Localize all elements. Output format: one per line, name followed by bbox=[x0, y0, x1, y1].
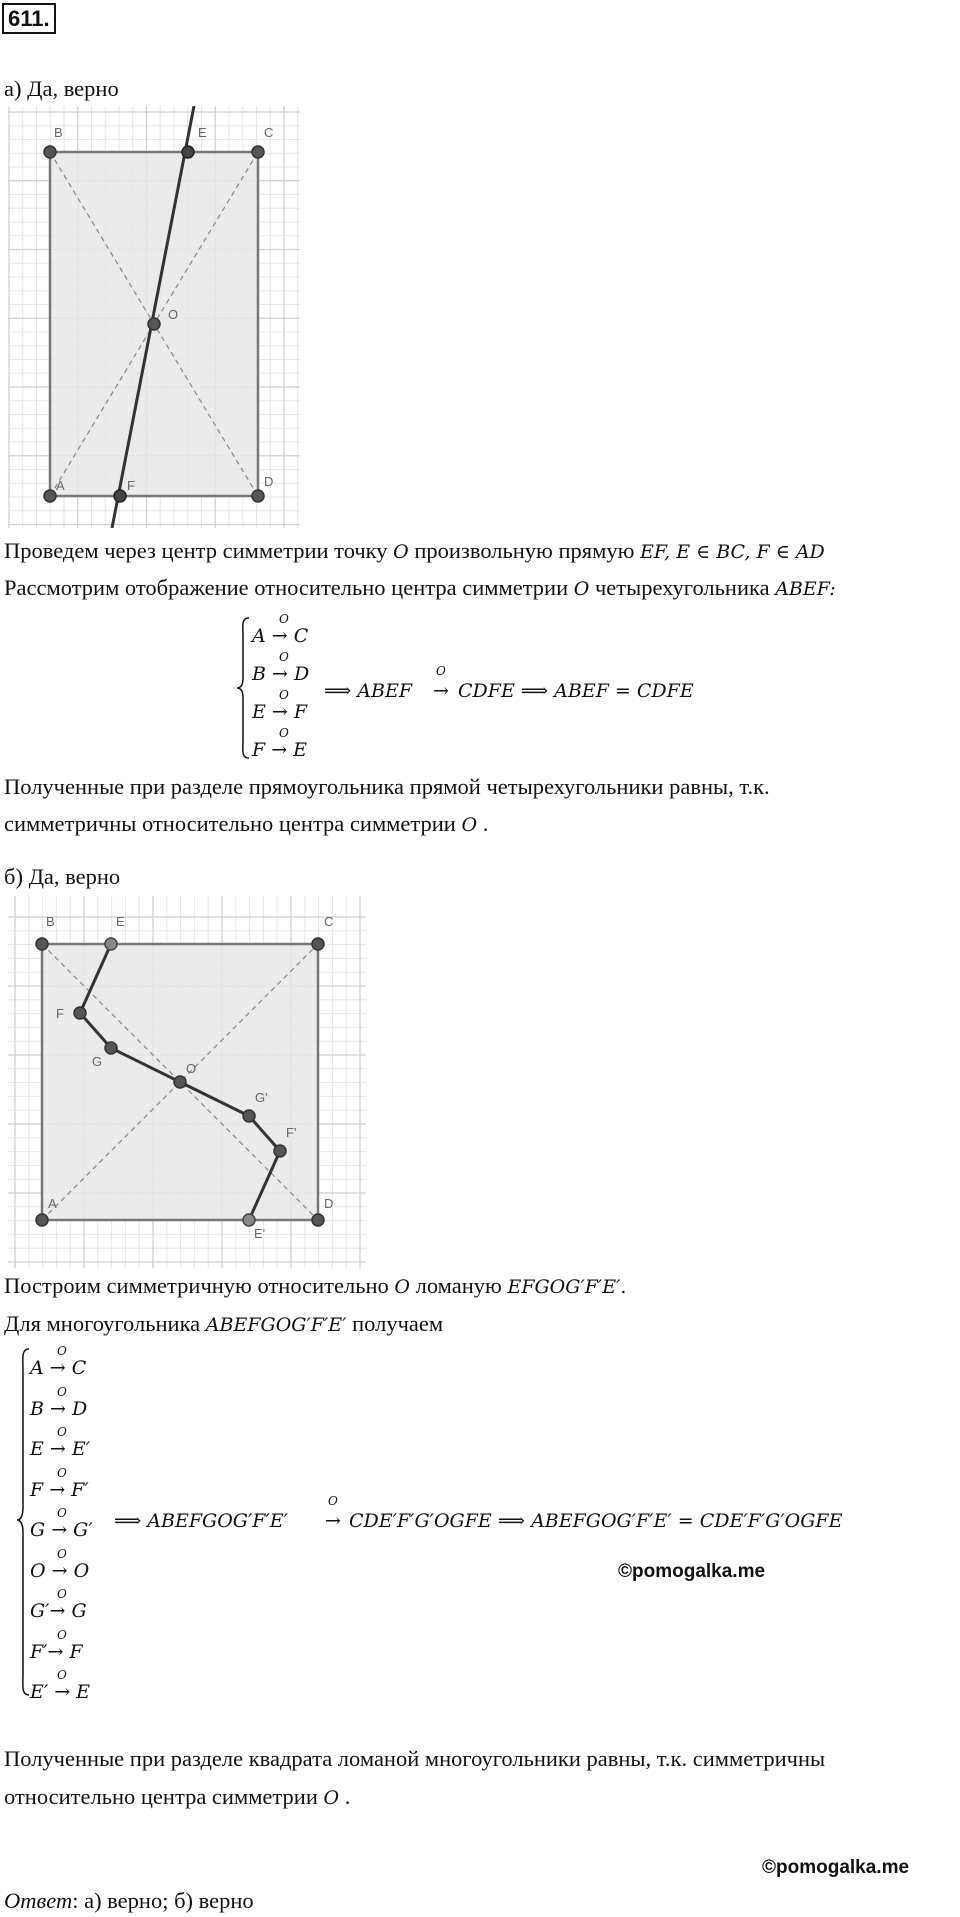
over-symbol: O bbox=[57, 1627, 67, 1642]
part-a-conclusion-1: Полученные при разделе прямоугольника прямой четырехугольники равны, т.к. bbox=[4, 774, 770, 799]
point-a bbox=[36, 1214, 48, 1226]
part-b-line2: Для многоугольника ABEFGOG′F′E′ получаем bbox=[4, 1311, 444, 1336]
over-symbol: O bbox=[57, 1587, 67, 1601]
part-a-line2: Рассмотрим отображение относительно центра симметрии O четырехугольника ABEF: bbox=[4, 575, 836, 600]
point-f bbox=[74, 1007, 86, 1019]
system-b-result-arrow: → bbox=[325, 1510, 341, 1532]
part-a-system: O A → C O B → D O E → F O F → E ⟹ ABEF O → CDFE ⟹ ABEF = CDFE bbox=[236, 612, 756, 762]
system-b-row: F′→ F bbox=[30, 1640, 83, 1663]
over-symbol: O bbox=[57, 1668, 67, 1682]
point-d bbox=[312, 1214, 324, 1226]
label-f: F bbox=[56, 1006, 64, 1021]
point-b bbox=[44, 146, 56, 158]
point-e-prime bbox=[243, 1214, 255, 1226]
point-f-prime bbox=[274, 1145, 286, 1157]
part-a-figure bbox=[8, 106, 300, 528]
label-c: C bbox=[264, 125, 274, 140]
system-b-row: G → G′ bbox=[30, 1519, 93, 1541]
label-d: D bbox=[324, 1196, 334, 1211]
answer-label: Ответ bbox=[4, 1888, 73, 1913]
point-g bbox=[105, 1042, 117, 1054]
over-symbol: O bbox=[57, 1344, 67, 1358]
label-a: A bbox=[48, 1196, 57, 1211]
over-symbol: O bbox=[57, 1506, 67, 1520]
brace-a bbox=[236, 616, 250, 760]
over-symbol: O bbox=[57, 1465, 67, 1480]
label-o: O bbox=[186, 1061, 197, 1076]
point-d bbox=[252, 490, 264, 502]
system-b-result-right: CDE′F′G′OGFE ⟹ ABEFGOG′F′E′ = CDE′F′G′OGFE bbox=[349, 1510, 843, 1532]
label-e: E bbox=[116, 914, 125, 929]
point-o bbox=[148, 318, 160, 330]
system-a-result-arrow: → bbox=[433, 680, 449, 702]
part-b-conclusion-1: Полученные при разделе квадрата ломаной многоугольники равны, т.к. симметричны bbox=[4, 1746, 826, 1771]
point-f bbox=[114, 490, 126, 502]
point-a bbox=[44, 490, 56, 502]
system-b-result-left: ⟹ ABEFGOG′F′E′ bbox=[114, 1510, 288, 1532]
point-g-prime bbox=[243, 1110, 255, 1122]
part-b-title: б) Да, верно bbox=[4, 864, 121, 889]
part-a-conclusion-2: симметричны относительно центра симметрии O . bbox=[4, 811, 489, 836]
over-symbol: O bbox=[57, 1425, 67, 1439]
part-b-figure bbox=[8, 896, 366, 1268]
system-b-row: A → C bbox=[30, 1357, 87, 1379]
system-b-row: G′→ G bbox=[30, 1600, 87, 1622]
label-f: F bbox=[127, 478, 135, 493]
system-b-row: O → O bbox=[30, 1559, 90, 1582]
part-b-system: O A → C O B → D O E → E′ O F → F′ O G → G′ O O → O O G′→ G O F′→ F O E′ → E ⟹ ABEFGOG′F′E′ O → CDE′F′G′OGFE ⟹ ABEFGOG′F′E′ = CDE′F′G′OGFE bbox=[16, 1343, 956, 1703]
label-g: G bbox=[92, 1054, 103, 1069]
label-b: B bbox=[54, 125, 63, 140]
point-e bbox=[182, 146, 194, 158]
point-c bbox=[252, 146, 264, 158]
part-b-line1: Построим симметричную относительно O ломаную EFGOG′F′E′. bbox=[4, 1273, 627, 1298]
label-g-prime: G' bbox=[255, 1090, 268, 1105]
problem-number: 611. bbox=[2, 3, 56, 34]
part-a-line1: Проведем через центр симметрии точку O произвольную прямую EF, E ∈ BC, F ∈ AD bbox=[4, 538, 825, 563]
answer bbox=[4, 1890, 254, 1913]
system-a-row: E → F bbox=[252, 701, 308, 723]
label-d: D bbox=[264, 474, 274, 489]
watermark: ©pomogalka.me bbox=[762, 1857, 910, 1878]
system-b-row: E′ → E bbox=[30, 1681, 91, 1703]
system-b-row: F → F′ bbox=[30, 1478, 89, 1501]
label-b: B bbox=[46, 914, 55, 929]
label-e-prime: E' bbox=[254, 1226, 266, 1241]
system-a-result-left: ⟹ ABEF bbox=[324, 680, 413, 702]
system-a-row: F → E bbox=[252, 739, 308, 761]
point-b bbox=[36, 938, 48, 950]
label-o: O bbox=[168, 307, 179, 322]
point-o bbox=[174, 1076, 186, 1088]
system-a-row: B → D bbox=[252, 663, 310, 685]
system-a-result-right: CDFE ⟹ ABEF = CDFE bbox=[458, 680, 694, 702]
over-symbol: O bbox=[57, 1384, 67, 1399]
part-b-conclusion-2: относительно центра симметрии O . bbox=[4, 1784, 351, 1809]
system-a-row: A → C bbox=[252, 625, 309, 647]
label-c: C bbox=[324, 914, 334, 929]
watermark: ©pomogalka.me bbox=[618, 1561, 766, 1582]
brace-b bbox=[16, 1347, 30, 1697]
point-e bbox=[105, 938, 117, 950]
point-c bbox=[312, 938, 324, 950]
over-symbol: O bbox=[57, 1546, 67, 1561]
label-f-prime: F' bbox=[286, 1125, 297, 1140]
system-b-row: B → D bbox=[30, 1397, 88, 1420]
label-a: A bbox=[56, 478, 65, 493]
answer-text: : а) верно; б) верно bbox=[72, 1888, 254, 1913]
system-b-row: E → E′ bbox=[30, 1438, 91, 1460]
part-a-title: а) Да, верно bbox=[4, 76, 119, 101]
label-e: E bbox=[198, 125, 207, 140]
